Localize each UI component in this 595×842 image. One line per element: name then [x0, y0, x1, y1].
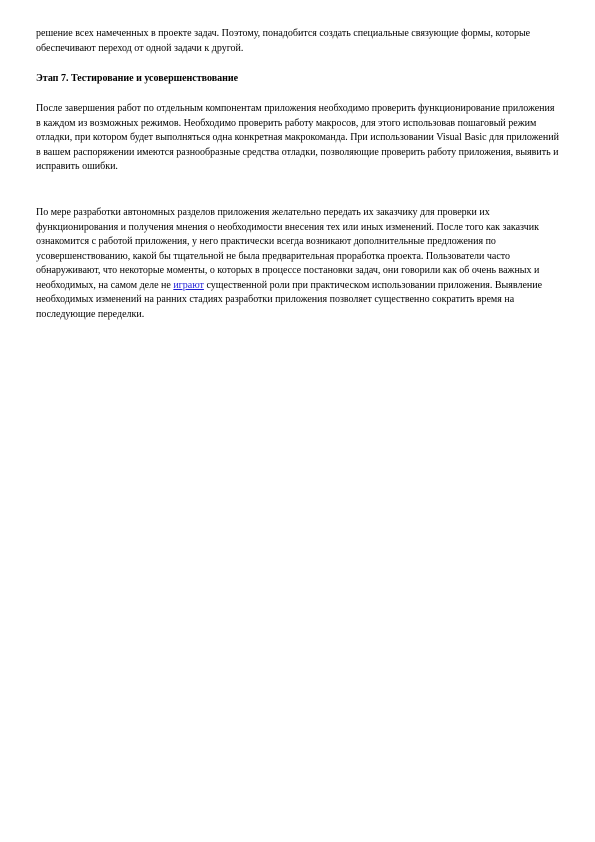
section-heading: Этап 7. Тестирование и усовершенствование	[36, 73, 239, 84]
paragraph-customer-feedback	[36, 206, 560, 322]
paragraph-text-before-link: По мере разработки автономных разделов приложения желательно передать их заказчику для проверки их функционирования и получения мнения о необходимости внесения тех или иных изменений. После того как заказчик ознакомится с работой приложения, у него практически всегда возникают дополнительные предложения по усовершенствованию, какой бы тщательной не была предварительная проработка проекта. Пользователи часто обнаруживают, что некоторые моменты, о которых в процессе постановки задач, они говорили как об очень важных и необходимых, на самом деле не	[36, 207, 540, 291]
paragraph-text-after-link: существенной роли при практическом использовании приложения. Выявление необходимых изменений на ранних стадиях разработки приложения позволяет существенно сократить время на последующие переделки.	[36, 279, 543, 320]
paragraph-testing: После завершения работ по отдельным компонентам приложения необходимо проверить функционирование приложения в каждом из возможных режимов. Необходимо проверить работу макросов, для этого использовав пошаговый режим отладки, при котором будет выполняться одна конкретная макрокоманда. При использовании Visual Basic для приложений в вашем распоряжении имеются разнообразные средства отладки, позволяющие проверить работу приложения, выявить и исправить ошибки.	[36, 103, 559, 172]
continuation-paragraph: решение всех намеченных в проекте задач. Поэтому, понадобится создать специальные связующие формы, которые обеспечивают переход от одной задачи к другой.	[36, 28, 531, 54]
inline-link-igrayut[interactable]: играют	[173, 279, 204, 291]
